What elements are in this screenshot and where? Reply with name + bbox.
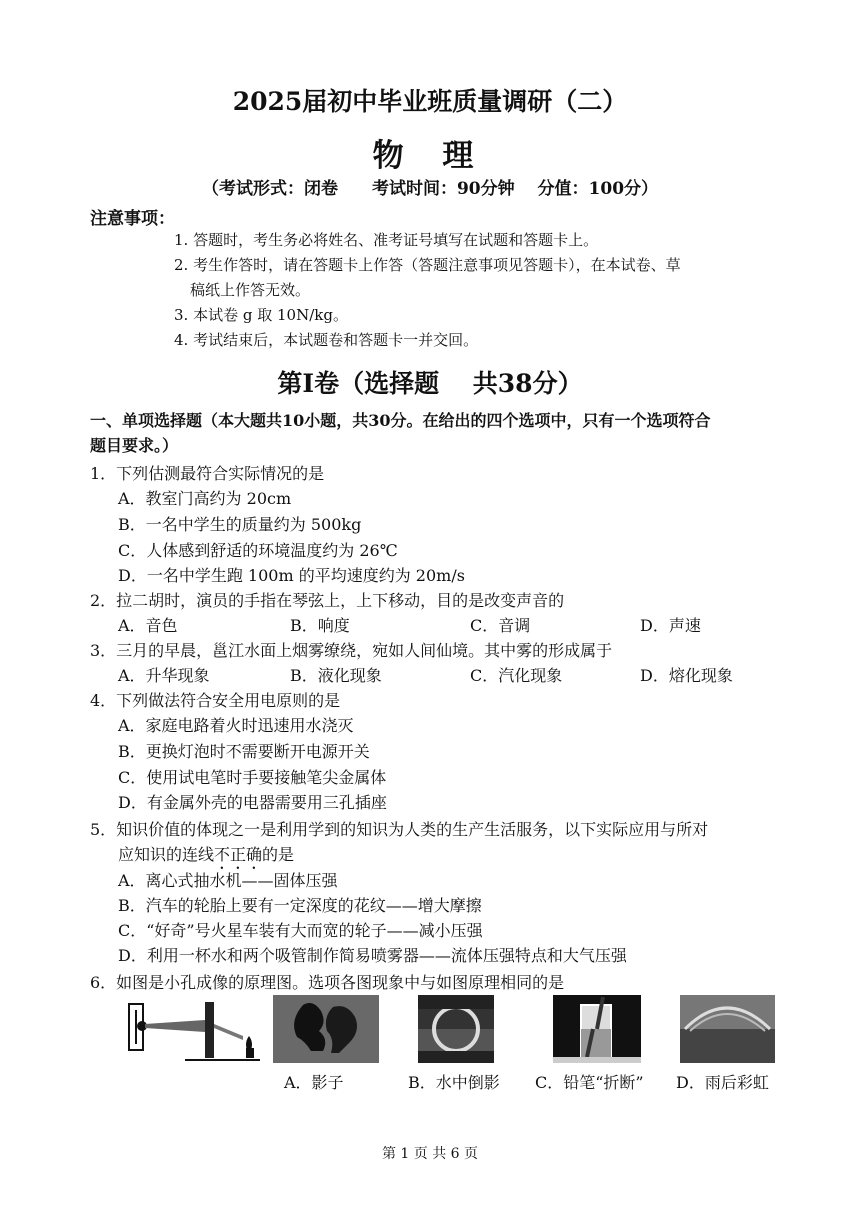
q5-stem-post: 的是 (262, 845, 295, 864)
question-6-stem: 6．如图是小孔成像的原理图。选项各图现象中与如图原理相同的是 (90, 973, 565, 992)
q5-option-b: B．汽车的轮胎上要有一定深度的花纹——增大摩擦 (118, 896, 482, 915)
q6-option-c: C．铅笔“折断” (535, 1073, 644, 1092)
part-title: 第Ⅰ卷（选择题 共38分） (277, 369, 583, 398)
notice-title: 注意事项： (90, 209, 175, 229)
section-heading-cont: 题目要求。） (90, 436, 179, 455)
notice-item: 1. 答题时，考生务必将姓名、准考证号填写在试题和答题卡上。 (174, 231, 599, 249)
exam-title: 2025届初中毕业班质量调研（二） (232, 87, 628, 116)
q1-option-b: B．一名中学生的质量约为 500kg (118, 515, 362, 534)
q5-option-c: C．“好奇”号火星车装有大而宽的轮子——减小压强 (118, 921, 483, 940)
q5-stem-pre: 应知识的连线 (118, 845, 215, 864)
q5-option-a: A．离心式抽水机——固体压强 (118, 871, 338, 890)
q4-option-c: C．使用试电笔时手要接触笔尖金属体 (118, 768, 387, 787)
reflection-photo (418, 995, 494, 1063)
exam-info: （考试形式：闭卷 考试时间：90分钟 分值：100分） (201, 179, 659, 199)
q2-option-b: B．响度 (290, 616, 350, 635)
q1-option-a: A．教室门高约为 20cm (118, 489, 292, 508)
q3-option-a: A．升华现象 (118, 666, 210, 685)
section-heading: 一、单项选择题（本大题共10小题，共30分。在给出的四个选项中，只有一个选项符合 (90, 411, 711, 430)
q6-option-d: D．雨后彩虹 (676, 1073, 769, 1092)
notice-item: 2. 考生作答时，请在答题卡上作答（答题注意事项见答题卡），在本试卷、草 (174, 256, 681, 274)
question-4-stem: 4．下列做法符合安全用电原则的是 (90, 691, 341, 710)
q2-option-c: C．音调 (470, 616, 531, 635)
question-1-stem: 1．下列估测最符合实际情况的是 (90, 464, 325, 483)
q5-stem-emphasis: 不正确 (214, 845, 263, 864)
q3-option-d: D．熔化现象 (640, 666, 733, 685)
q4-option-d: D．有金属外壳的电器需要用三孔插座 (118, 793, 387, 812)
shadow-photo (273, 995, 379, 1063)
page-footer: 第 1 页 共 6 页 (381, 1146, 479, 1162)
subject-title: 物 理 (372, 138, 488, 174)
q3-option-b: B．液化现象 (290, 666, 382, 685)
q2-option-a: A．音色 (118, 616, 178, 635)
q4-option-a: A．家庭电路着火时迅速用水浇灭 (118, 716, 354, 735)
question-3-stem: 3．三月的早晨，邕江水面上烟雾缭绕，宛如人间仙境。其中雾的形成属于 (90, 641, 613, 660)
notice-item: 4. 考试结束后，本试题卷和答题卡一并交回。 (174, 331, 479, 349)
question-2-stem: 2．拉二胡时，演员的手指在琴弦上，上下移动，目的是改变声音的 (90, 591, 565, 610)
pencil-water-photo (553, 995, 641, 1063)
notice-item: 3. 本试卷 g 取 10N/kg。 (174, 306, 348, 324)
q6-option-b: B．水中倒影 (408, 1073, 500, 1092)
q2-option-d: D．声速 (640, 616, 701, 635)
pinhole-diagram (125, 996, 270, 1064)
q3-option-c: C．汽化现象 (470, 666, 563, 685)
notice-item: 稿纸上作答无效。 (190, 281, 311, 299)
q1-option-d: D．一名中学生跑 100m 的平均速度约为 20m/s (118, 566, 465, 585)
question-5-stem: 5．知识价值的体现之一是利用学到的知识为人类的生产生活服务，以下实际应用与所对 (90, 820, 709, 839)
q5-option-d: D．利用一杯水和两个吸管制作简易喷雾器——流体压强特点和大气压强 (118, 946, 627, 965)
q6-option-a: A．影子 (284, 1073, 344, 1092)
rainbow-photo (680, 995, 775, 1063)
q4-option-b: B．更换灯泡时不需要断开电源开关 (118, 742, 370, 761)
q1-option-c: C．人体感到舒适的环境温度约为 26℃ (118, 541, 398, 560)
